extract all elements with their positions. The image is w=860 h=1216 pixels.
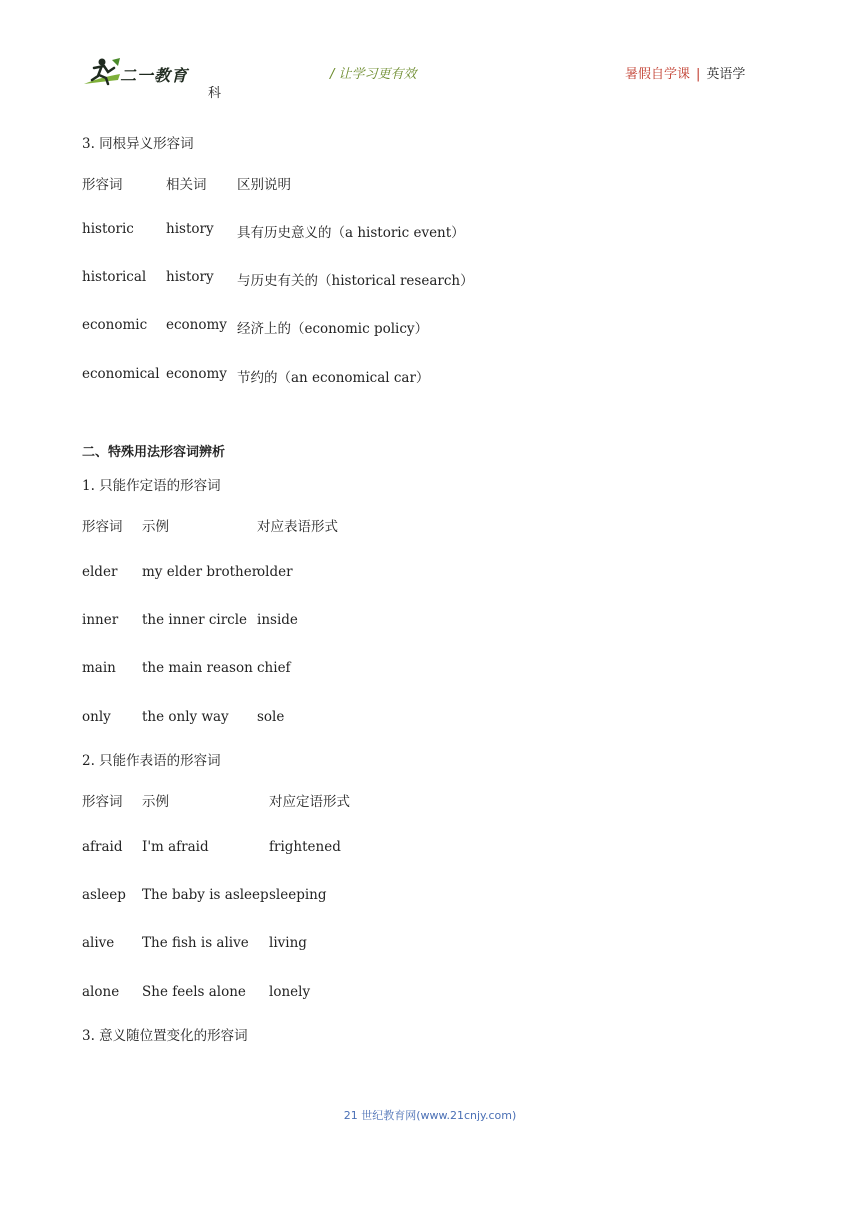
table-cell: The baby is asleep (142, 887, 269, 903)
table-header-cell: 示例 (142, 519, 169, 535)
logo-subtext: 科 (208, 86, 222, 101)
course-label: 暑假自学课 (625, 67, 691, 82)
header-slogan: / 让学习更有效 (330, 67, 417, 82)
table-cell: economic (82, 317, 148, 333)
table-cell: She feels alone (142, 984, 246, 1000)
subsection-title-attributive: 1. 只能作定语的形容词 (82, 478, 221, 494)
table-header-cell: 对应定语形式 (269, 794, 350, 810)
runner-logo-icon (82, 56, 122, 90)
table-cell: only (82, 709, 111, 725)
subsection-title-position-meaning: 3. 意义随位置变化的形容词 (82, 1028, 248, 1044)
table-cell: asleep (82, 887, 126, 903)
table-cell: economy (166, 366, 227, 382)
table-cell: 具有历史意义的（a historic event） (237, 225, 465, 241)
table-cell: history (166, 221, 214, 237)
table-cell: alone (82, 984, 120, 1000)
table-cell: my elder brother (142, 564, 259, 580)
table-cell: historic (82, 221, 134, 237)
table-cell: economical (82, 366, 160, 382)
table-cell: 经济上的（economic policy） (237, 321, 429, 337)
table-cell: chief (257, 660, 291, 676)
table-cell: main (82, 660, 116, 676)
table-cell: frightened (269, 839, 341, 855)
table-cell: inner (82, 612, 119, 628)
table-cell: 节约的（an economical car） (237, 370, 430, 386)
section-title-same-root: 3. 同根异义形容词 (82, 136, 194, 152)
table-cell: living (269, 935, 307, 951)
table-header-cell: 形容词 (82, 177, 123, 193)
table-cell: afraid (82, 839, 123, 855)
logo-text: 二一教育 (120, 66, 189, 85)
table-cell: sleeping (269, 887, 327, 903)
header-separator: | (696, 67, 701, 82)
table-cell: older (257, 564, 293, 580)
table-header-cell: 对应表语形式 (257, 519, 338, 535)
table-cell: alive (82, 935, 115, 951)
table-cell: the inner circle (142, 612, 248, 628)
table-cell: lonely (269, 984, 311, 1000)
table-cell: 与历史有关的（historical research） (237, 273, 474, 289)
table-cell: historical (82, 269, 147, 285)
table-header-cell: 区别说明 (237, 177, 291, 193)
subsection-title-predicative: 2. 只能作表语的形容词 (82, 753, 221, 769)
subject-label: 英语学 (706, 67, 746, 82)
table-header-cell: 相关词 (166, 177, 207, 193)
table-header-cell: 示例 (142, 794, 169, 810)
table-cell: The fish is alive (142, 935, 249, 951)
header-course-info (625, 63, 745, 82)
table-cell: history (166, 269, 214, 285)
part-heading: 二、特殊用法形容词辨析 (82, 445, 226, 460)
table-header-cell: 形容词 (82, 794, 123, 810)
page-footer: 21 世纪教育网(www.21cnjy.com) (343, 1109, 517, 1122)
table-cell: sole (257, 709, 285, 725)
table-cell: the only way (142, 709, 229, 725)
table-cell: the main reason (142, 660, 253, 676)
table-cell: I'm afraid (142, 839, 209, 855)
table-cell: economy (166, 317, 227, 333)
table-cell: inside (257, 612, 298, 628)
table-header-cell: 形容词 (82, 519, 123, 535)
table-cell: elder (82, 564, 118, 580)
